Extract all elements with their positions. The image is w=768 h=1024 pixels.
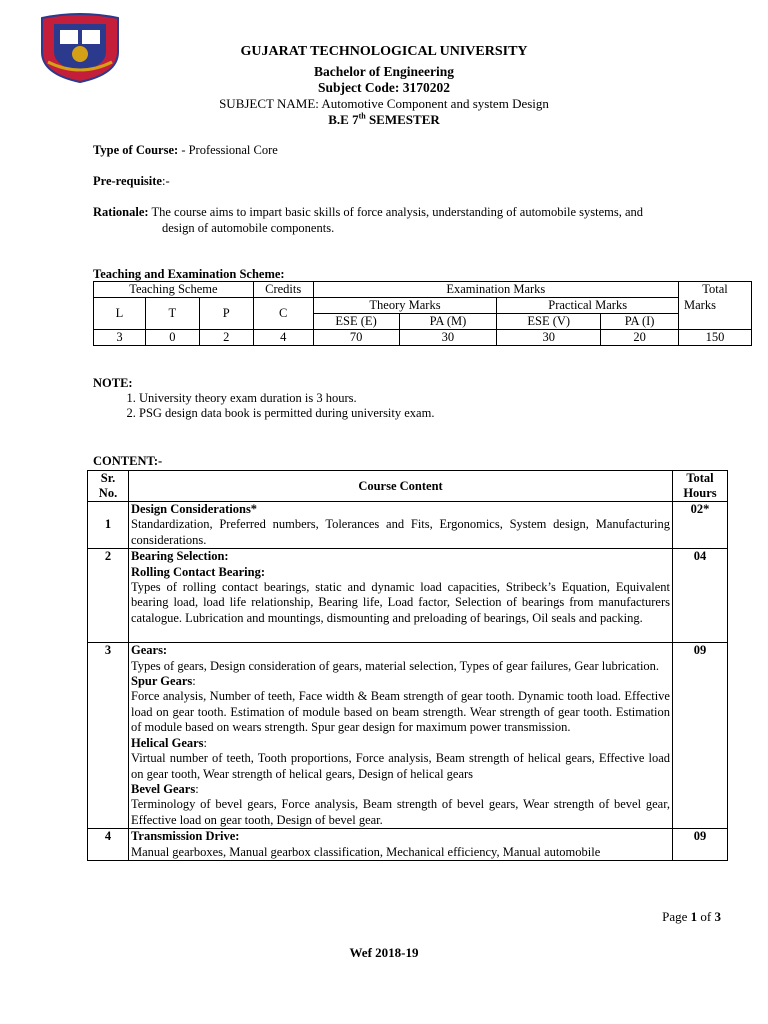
teaching-scheme-header: Teaching Scheme: [94, 282, 254, 298]
subject-name: SUBJECT NAME: Automotive Component and system Design: [219, 96, 549, 111]
col-ese-e: ESE (E): [313, 314, 399, 330]
row-content: Gears: Types of gears, Design consideration of gears, material selection, Types of gear failures, Gear lubrication. Spur Gears: Force analysis, Number of teeth, Face width & Beam strength of gear tooth. Dynamic tooth load. Effective load on gear tooth. Estimation of module based on beam strength. Wear strength of gear tooth. Estimation of module based on wears strength. Spur gear design for maximum power transmission. Helical Gears: Virtual number of teeth, Tooth proportions, Force analysis, Beam strength of helical gears, Effective load on gear tooth, Wear strength of helical gears, Design of helical gears Bevel Gears: Terminology of bevel gears, Force analysis, Beam strength of bevel gears, Wear strength of bevel gear, Effective load on gear tooth, Design of bevel gear.: [129, 643, 673, 829]
wef-year: Wef 2018-19: [349, 945, 419, 960]
row-hours: 09: [673, 643, 728, 829]
value-pa-i: 20: [601, 330, 679, 346]
table-row: [88, 502, 728, 549]
course-content-table: [87, 470, 728, 861]
scheme-title: Teaching and Examination Scheme:: [93, 267, 285, 281]
row-sr: 1: [88, 502, 129, 549]
value-ese-e: 70: [313, 330, 399, 346]
row-hours: 09: [673, 829, 728, 861]
total-hours-header: Total Hours: [673, 471, 728, 502]
credits-header: Credits: [253, 282, 313, 298]
course-content-header: Course Content: [129, 471, 673, 502]
table-row: [88, 643, 728, 829]
row-sr: 3: [88, 643, 129, 829]
col-ese-v: ESE (V): [497, 314, 601, 330]
col-p: P: [199, 298, 253, 330]
scheme-values-row: [94, 330, 752, 346]
semester-line: B.E 7th SEMESTER: [328, 111, 440, 127]
col-t: T: [145, 298, 199, 330]
total-header: Total: [679, 282, 752, 298]
table-row: [88, 549, 728, 643]
value-total: 150: [679, 330, 752, 346]
value-pa-m: 30: [399, 330, 497, 346]
col-pa-m: PA (M): [399, 314, 497, 330]
value-c: 4: [253, 330, 313, 346]
note-item: 1. University theory exam duration is 3 hours.: [139, 391, 739, 406]
content-title: CONTENT:-: [93, 454, 163, 468]
row-content: Transmission Drive: Manual gearboxes, Manual gearbox classification, Mechanical efficiency, Manual automobile: [129, 829, 673, 861]
value-t: 0: [145, 330, 199, 346]
col-l: L: [94, 298, 146, 330]
row-hours: 04: [673, 549, 728, 643]
value-p: 2: [199, 330, 253, 346]
sr-no-header: Sr. No.: [88, 471, 129, 502]
degree-title: Bachelor of Engineering: [314, 64, 454, 79]
rationale: Rationale: The course aims to impart basic skills of force analysis, understanding of automobile systems, and: [93, 205, 644, 219]
rationale-continued: design of automobile components.: [162, 221, 335, 235]
value-l: 3: [94, 330, 146, 346]
subject-code: Subject Code: 3170202: [318, 80, 450, 95]
row-hours: 02*: [673, 502, 728, 549]
col-c: C: [253, 298, 313, 330]
page-number: Page 1 of 3: [662, 909, 721, 924]
value-ese-v: 30: [497, 330, 601, 346]
col-pa-i: PA (I): [601, 314, 679, 330]
scheme-table: [93, 281, 752, 346]
marks-header: Marks: [679, 298, 752, 330]
course-type: Type of Course: - Professional Core: [93, 143, 278, 157]
prerequisite: Pre-requisite:-: [93, 174, 170, 188]
practical-marks-header: Practical Marks: [497, 298, 679, 314]
exam-marks-header: Examination Marks: [313, 282, 678, 298]
university-name: GUJARAT TECHNOLOGICAL UNIVERSITY: [240, 44, 528, 59]
note-list: [93, 391, 739, 421]
row-sr: 2: [88, 549, 129, 643]
row-sr: 4: [88, 829, 129, 861]
note-title: NOTE:: [93, 376, 133, 390]
theory-marks-header: Theory Marks: [313, 298, 497, 314]
note-item: 2. PSG design data book is permitted during university exam.: [139, 406, 739, 421]
row-content: Design Considerations* Standardization, Preferred numbers, Tolerances and Fits, Ergonomics, System design, Manufacturing considerations.: [129, 502, 673, 549]
row-content: Bearing Selection: Rolling Contact Bearing: Types of rolling contact bearings, static and dynamic load capacities, Stribeck’s Equation, Equivalent bearing load, load life relationship, Bearing life, Load factor, Selection of bearings from manufacturers catalogue. Lubrication and mountings, dismounting and preloading of bearings, Oil seals and packing.: [129, 549, 673, 643]
table-row: [88, 829, 728, 861]
